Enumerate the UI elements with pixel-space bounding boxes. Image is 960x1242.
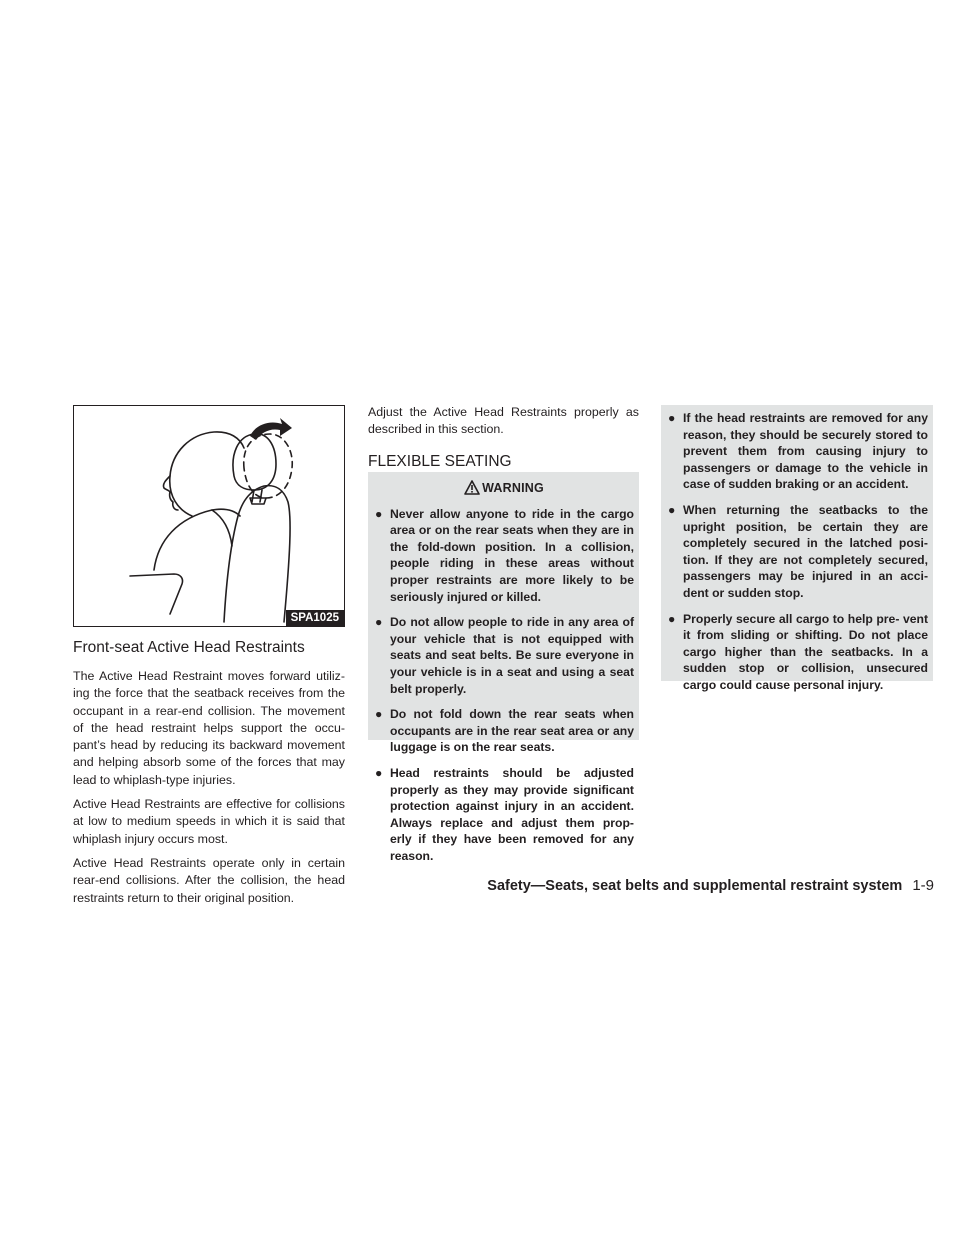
footer-section-title: Safety—Seats, seat belts and supplemental restraint system <box>487 878 903 894</box>
warning-title-text: WARNING <box>482 481 544 495</box>
paragraph: Active Head Restraints operate only in certain rear-end collisions. After the collision, the head restraints return to their original position. <box>73 855 345 905</box>
warning-bullet <box>667 410 928 493</box>
warning-bullet-text: Never allow anyone to ride in the cargo area or on the rear seats when they are in the fold-down position. In a collision, people riding in these areas without proper restraints are more likely to be seriously injured or killed. <box>390 506 634 604</box>
section-heading-flexible-seating: FLEXIBLE SEATING <box>368 452 512 470</box>
occupant-shoulder-outline <box>212 510 232 546</box>
seatback-outline <box>224 486 290 622</box>
middle-column <box>368 404 639 480</box>
warning-bullet <box>374 506 634 606</box>
head-restraint-figure <box>73 405 345 627</box>
bullet-icon: ● <box>375 707 383 722</box>
intro-paragraph: Adjust the Active Head Restraints properly as described in this section. <box>368 405 639 437</box>
warning-bullet-text: Do not fold down the rear seats when occupants are in the rear seat area or any luggage is on the rear seats. <box>390 707 634 755</box>
left-column <box>73 638 345 914</box>
figure-label: SPA1025 <box>286 610 344 626</box>
page-footer <box>462 877 934 894</box>
occupant-arm-outline <box>130 574 183 614</box>
bullet-icon: ● <box>668 411 676 425</box>
occupant-body-outline <box>154 509 240 570</box>
bullet-icon: ● <box>668 502 676 517</box>
warning-title <box>374 480 634 497</box>
warning-bullet-text: Properly secure all cargo to help pre- vent it from sliding or shifting. Do not place cargo higher than the seatbacks. In a sudden stop or collision, unsecured cargo could cause personal injury. <box>683 611 928 692</box>
warning-triangle-icon <box>464 480 480 495</box>
warning-bullet <box>374 765 634 865</box>
warning-box-continued <box>661 405 933 692</box>
bullet-icon: ● <box>668 611 676 626</box>
head-restraint-solid <box>233 434 276 490</box>
warning-bullet-text: When returning the seatbacks to the upright position, be certain they are completely secured in the latched posi- tion. If they are not completely secured, passengers may be injured in an acci- dent or sudden stop. <box>683 502 928 600</box>
page-number: 1-9 <box>912 877 934 894</box>
warning-bullet <box>667 502 928 602</box>
warning-bullet-text: Do not allow people to ride in any area of your vehicle that is not equipped with seats and seat belts. Be sure everyone in your vehicle is in a seat and using a seat belt properly. <box>390 615 634 696</box>
warning-bullet-text: If the head restraints are removed for any reason, they should be securely stored to prevent them from causing injury to passengers or damage to the vehicle in case of sudden braking or an accident. <box>683 411 928 492</box>
warning-bullet <box>374 706 634 756</box>
head-restraint-dashed <box>244 434 293 498</box>
head-restraint-illustration <box>74 406 344 626</box>
bullet-icon: ● <box>375 765 383 780</box>
section-heading-active-head-restraints: Front-seat Active Head Restraints <box>73 639 305 656</box>
warning-box <box>368 472 639 863</box>
bullet-icon: ● <box>375 615 383 630</box>
paragraph: Active Head Restraints are effective for collisions at low to medium speeds in which it is said that whiplash injury occurs most. <box>73 797 345 846</box>
warning-bullet-text: Head restraints should be adjusted properly as they may provide significant protection against injury in an accident. Always replace and adjust them prop- erly if they have been removed for any reason. <box>390 765 634 863</box>
paragraph: The Active Head Restraint moves forward utiliz- ing the force that the seatback receives from the occupant in a rear-end collision. The movement of the head restraint helps support the occu- pant’s head by reducing its backward movement and helping absorb some of the forces that may lead to whiplash-type injuries. <box>73 669 345 787</box>
warning-bullet <box>374 614 634 697</box>
bullet-icon: ● <box>375 506 383 521</box>
warning-bullet <box>667 611 928 694</box>
forward-arrow <box>250 418 292 440</box>
